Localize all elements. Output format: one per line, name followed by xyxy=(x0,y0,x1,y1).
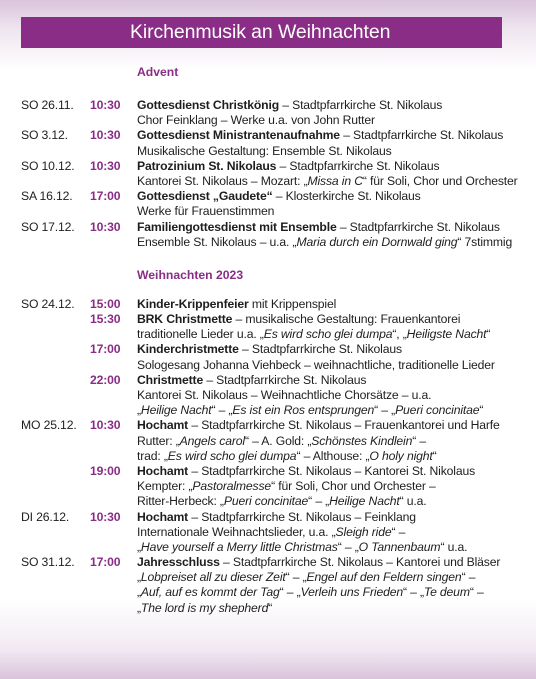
event-title: Gottesdienst „Gaudete“ xyxy=(137,189,273,204)
event-date: SO 17.12. xyxy=(21,219,75,234)
event-time: 17:00 xyxy=(90,189,121,204)
event-title: Gottesdienst Ministrantenaufnahme xyxy=(137,128,340,143)
event-time: 10:30 xyxy=(90,128,121,143)
event-title: Gottesdienst Christkönig xyxy=(137,98,279,112)
event-detail: Internationale Weihnachtslieder, u.a. „Sleigh ride“ – xyxy=(137,524,406,539)
event-detail: „Auf, auf es kommt der Tag“ – „Verleih uns Frieden“ – „Te deum“ – xyxy=(137,585,484,600)
event-time: 10:30 xyxy=(90,98,121,112)
event-time: 10:30 xyxy=(90,219,121,234)
event-time: 22:00 xyxy=(90,372,121,387)
event-detail: traditionelle Lieder u.a. „Es wird scho glei dumpa“, „Heiligste Nacht“ xyxy=(137,327,491,342)
event-time: 15:30 xyxy=(90,312,121,327)
event-date: SO 24.12. xyxy=(21,296,75,311)
event-title: BRK Christmette xyxy=(137,312,233,327)
event-title: Hochamt xyxy=(137,463,189,478)
event-advent-3 xyxy=(0,159,536,189)
event-place: – Stadtpfarrkirche St. Nikolaus xyxy=(339,128,504,143)
event-place: – Stadtpfarrkirche St. Nikolaus xyxy=(336,219,500,234)
event-detail: Ensemble St. Nikolaus – u.a. „Maria durch ein Dornwald ging“ 7stimmig xyxy=(137,234,513,249)
event-time: 19:00 xyxy=(90,463,121,478)
event-detail: „Have yourself a Merry little Christmas“ – „O Tannenbaum“ u.a. xyxy=(137,539,468,554)
event-time: 10:30 xyxy=(90,509,121,524)
event-christmas-4: 22:00 Christmette – Stadtpfarrkirche St. Nikolaus Kantorei St. Nikolaus – Weihnachtliche Chorsätze – u.a. „Heilige Nacht“ – „Es ist ein Ros entsprungen“ – „Pueri concinitae“ xyxy=(0,373,536,419)
event-title: Christmette xyxy=(137,372,204,387)
event-date: SO 10.12. xyxy=(21,158,75,173)
event-detail: Rutter: „Angels carol“ – A. Gold: „Schönstes Kindlein“ – xyxy=(137,433,427,448)
event-place: – Klosterkirche St. Nikolaus xyxy=(272,189,421,204)
event-advent-2 xyxy=(0,128,536,158)
event-title: Hochamt xyxy=(137,509,189,524)
page-title: Kirchenmusik an Weihnachten xyxy=(21,17,502,48)
event-date: SO 3.12. xyxy=(21,128,68,143)
event-detail: Kantorei St. Nikolaus – Mozart: „Missa in C“ für Soli, Chor und Orchester xyxy=(137,173,518,188)
event-detail: Kempter: „Pastoralmesse“ für Soli, Chor und Orchester – xyxy=(137,479,436,494)
event-detail: „Lobpreiset all zu dieser Zeit“ – „Engel auf den Feldern singen“ – xyxy=(137,570,476,585)
event-title: Familiengottesdienst mit Ensemble xyxy=(137,219,337,234)
event-date: DI 26.12. xyxy=(21,509,70,524)
event-advent-5 xyxy=(0,220,536,250)
event-detail: Musikalische Gestaltung: Ensemble St. Nikolaus xyxy=(137,143,392,158)
event-date: MO 25.12. xyxy=(21,418,77,433)
event-place: – Stadtpfarrkirche St. Nikolaus xyxy=(276,158,440,173)
event-time: 17:00 xyxy=(90,555,121,570)
event-date: SO 26.11. xyxy=(21,98,74,112)
event-christmas-8: SO 31.12. 17:00 Jahresschluss – Stadtpfarrkirche St. Nikolaus – Kantorei und Bläser „Lobpreiset all zu dieser Zeit“ – „Engel auf den Feldern singen“ – „Auf, auf es kommt der Tag“ – „Verleih uns Frieden“ – „Te deum“ – „The lord is my shepherd“ xyxy=(0,555,536,616)
section-heading-advent: Advent xyxy=(137,65,179,79)
event-time: 10:30 xyxy=(90,158,121,173)
event-place: – Stadtpfarrkirche St. Nikolaus xyxy=(278,98,443,112)
event-christmas-3: 17:00 Kinderchristmette – Stadtpfarrkirche St. Nikolaus Sologesang Johanna Viehbeck – weihnachtliche, traditionelle Lieder xyxy=(0,342,536,372)
event-time: 15:00 xyxy=(90,296,121,311)
event-title: Kinderchristmette xyxy=(137,342,239,357)
event-detail: „Heilige Nacht“ – „Es ist ein Ros entsprungen“ – „Pueri concinitae“ xyxy=(137,403,484,418)
event-detail: Werke für Frauenstimmen xyxy=(137,204,275,219)
event-title: Jahresschluss xyxy=(137,555,220,570)
event-christmas-1: SO 24.12. 15:00 Kinder-Krippenfeier mit Krippenspiel xyxy=(21,296,337,311)
event-title: Patrozinium St. Nikolaus xyxy=(137,158,277,173)
event-detail: Sologesang Johanna Viehbeck – weihnachtliche, traditionelle Lieder xyxy=(137,357,495,372)
program-content xyxy=(0,64,536,616)
event-time: 10:30 xyxy=(90,418,121,433)
event-detail: trad: „Es wird scho glei dumpa“ – Althouse: „O holy night“ xyxy=(137,448,437,463)
event-title: Hochamt xyxy=(137,418,189,433)
event-christmas-6: 19:00 Hochamt – Stadtpfarrkirche St. Nikolaus – Kantorei St. Nikolaus Kempter: „Pastoralmesse“ für Soli, Chor und Orchester – Ritter-Herbeck: „Pueri concinitae“ – „Heilige Nacht“ u.a. xyxy=(0,464,536,510)
section-heading-christmas: Weihnachten 2023 xyxy=(137,267,244,282)
event-christmas-2: 15:30 BRK Christmette – musikalische Gestaltung: Frauenkantorei traditionelle Lieder u.a. „Es wird scho glei dumpa“, „Heiligste Nacht“ xyxy=(0,312,536,342)
event-date: SA 16.12. xyxy=(21,189,73,204)
event-detail: „The lord is my shepherd“ xyxy=(137,600,273,615)
event-christmas-7: DI 26.12. 10:30 Hochamt – Stadtpfarrkirche St. Nikolaus – Feinklang Internationale Weihnachtslieder, u.a. „Sleigh ride“ – „Have yourself a Merry little Christmas“ – „O Tannenbaum“ u.a. xyxy=(0,510,536,556)
event-title: Kinder-Krippenfeier xyxy=(137,296,249,311)
event-advent-4 xyxy=(0,189,536,219)
event-advent-1 xyxy=(0,98,536,128)
event-time: 17:00 xyxy=(90,342,121,357)
event-christmas-5: MO 25.12. 10:30 Hochamt – Stadtpfarrkirche St. Nikolaus – Frauenkantorei und Harfe Rutter: „Angels carol“ – A. Gold: „Schönstes Kindlein“ – trad: „Es wird scho glei dumpa“ – Althouse: „O holy night“ xyxy=(0,418,536,464)
event-detail: Chor Feinklang – Werke u.a. von John Rutter xyxy=(137,113,375,128)
event-date: SO 31.12. xyxy=(21,555,75,570)
event-detail: Kantorei St. Nikolaus – Weihnachtliche Chorsätze – u.a. xyxy=(137,388,432,402)
event-detail: Ritter-Herbeck: „Pueri concinitae“ – „Heilige Nacht“ u.a. xyxy=(137,494,427,509)
